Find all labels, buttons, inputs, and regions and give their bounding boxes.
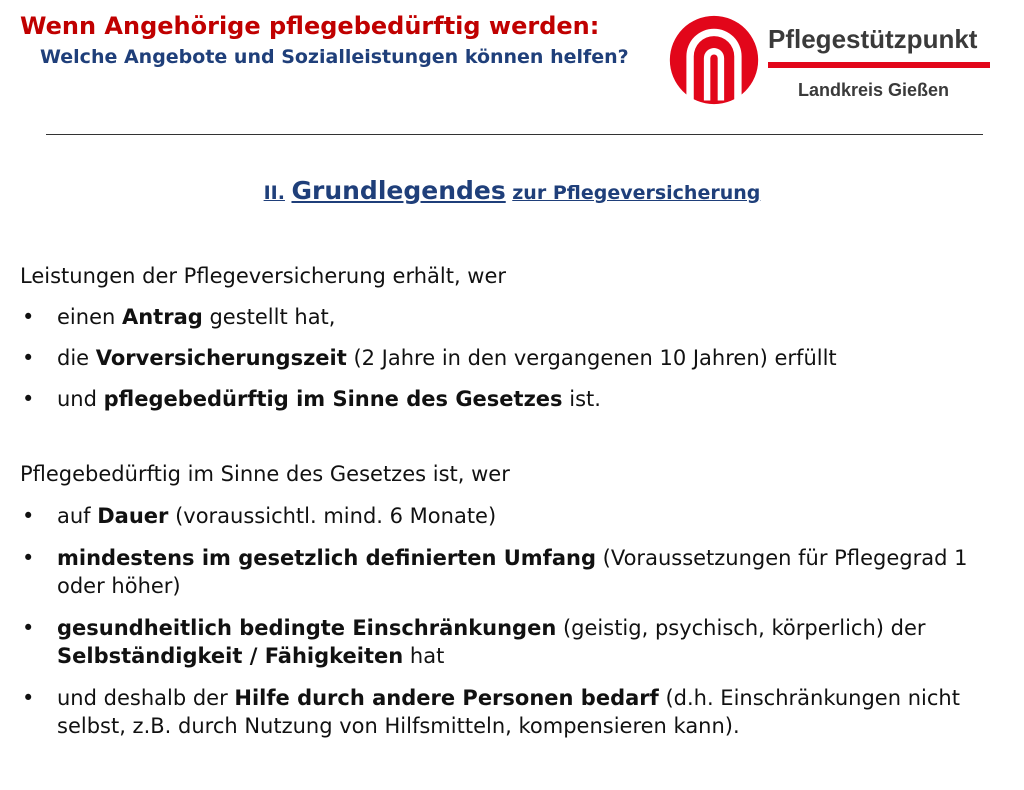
item-text: die [57, 346, 96, 370]
bullet-icon: • [22, 616, 35, 640]
item-text: und deshalb der [57, 686, 235, 710]
bullet-icon: • [22, 305, 35, 329]
list-item [20, 303, 1015, 331]
eligibility-list [20, 303, 1015, 413]
item-text: und [57, 387, 104, 411]
item-text: (Voraussetzungen für Pflegegrad 1 oder höher) [57, 546, 968, 598]
logo-region: Landkreis Gießen [798, 80, 950, 100]
bullet-icon: • [22, 346, 35, 370]
item-text: hat [403, 644, 445, 668]
section-title-main: Grundlegendes [291, 176, 506, 205]
logo-name: Pflegestützpunkt [768, 24, 978, 54]
header-divider [46, 134, 983, 135]
pflegestuetzpunkt-logo [668, 14, 998, 114]
definition-intro: Pflegebedürftig im Sinne des Gesetzes ist, wer [20, 462, 510, 486]
item-text: (d.h. Einschränkungen nicht selbst, z.B. durch Nutzung von Hilfsmitteln, kompensieren kann). [57, 686, 960, 738]
item-emphasis: Hilfe durch andere Personen bedarf [234, 686, 659, 710]
list-item [20, 502, 1015, 530]
list-item [20, 614, 1015, 670]
item-text: einen [57, 305, 122, 329]
definition-list [20, 502, 1015, 740]
definition-block [20, 460, 1015, 754]
list-item [20, 344, 1015, 372]
item-text: (2 Jahre in den vergangenen 10 Jahren) erfüllt [346, 346, 837, 370]
list-item [20, 544, 1015, 600]
header-subtitle: Welche Angebote und Sozialleistungen können helfen? [40, 46, 629, 68]
item-emphasis: Dauer [97, 504, 169, 528]
item-text: (geistig, psychisch, körperlich) der [556, 616, 926, 640]
section-title-rest: zur Pflegeversicherung [512, 182, 761, 204]
bullet-icon: • [22, 504, 35, 528]
section-number: II. [263, 182, 285, 204]
eligibility-intro: Leistungen der Pflegeversicherung erhält, wer [20, 264, 507, 288]
item-emphasis: mindestens im gesetzlich definierten Umfang [57, 546, 596, 570]
item-emphasis: Selbständigkeit / Fähigkeiten [57, 644, 404, 668]
red-circle-arches-icon [668, 14, 760, 106]
item-text: gestellt hat, [202, 305, 336, 329]
header-title: Wenn Angehörige pflegebedürftig werden: [20, 12, 600, 40]
item-text: (voraussichtl. mind. 6 Monate) [168, 504, 497, 528]
eligibility-block [20, 262, 1015, 426]
section-title [0, 176, 1024, 205]
item-emphasis: gesundheitlich bedingte Einschränkungen [57, 616, 557, 640]
item-text: ist. [562, 387, 601, 411]
bullet-icon: • [22, 686, 35, 710]
list-item [20, 684, 1015, 740]
item-emphasis: pflegebedürftig im Sinne des Gesetzes [103, 387, 563, 411]
bullet-icon: • [22, 546, 35, 570]
list-item [20, 385, 1015, 413]
item-emphasis: Vorversicherungszeit [95, 346, 347, 370]
item-text: auf [57, 504, 98, 528]
logo-red-bar [768, 62, 990, 68]
bullet-icon: • [22, 387, 35, 411]
item-emphasis: Antrag [121, 305, 203, 329]
